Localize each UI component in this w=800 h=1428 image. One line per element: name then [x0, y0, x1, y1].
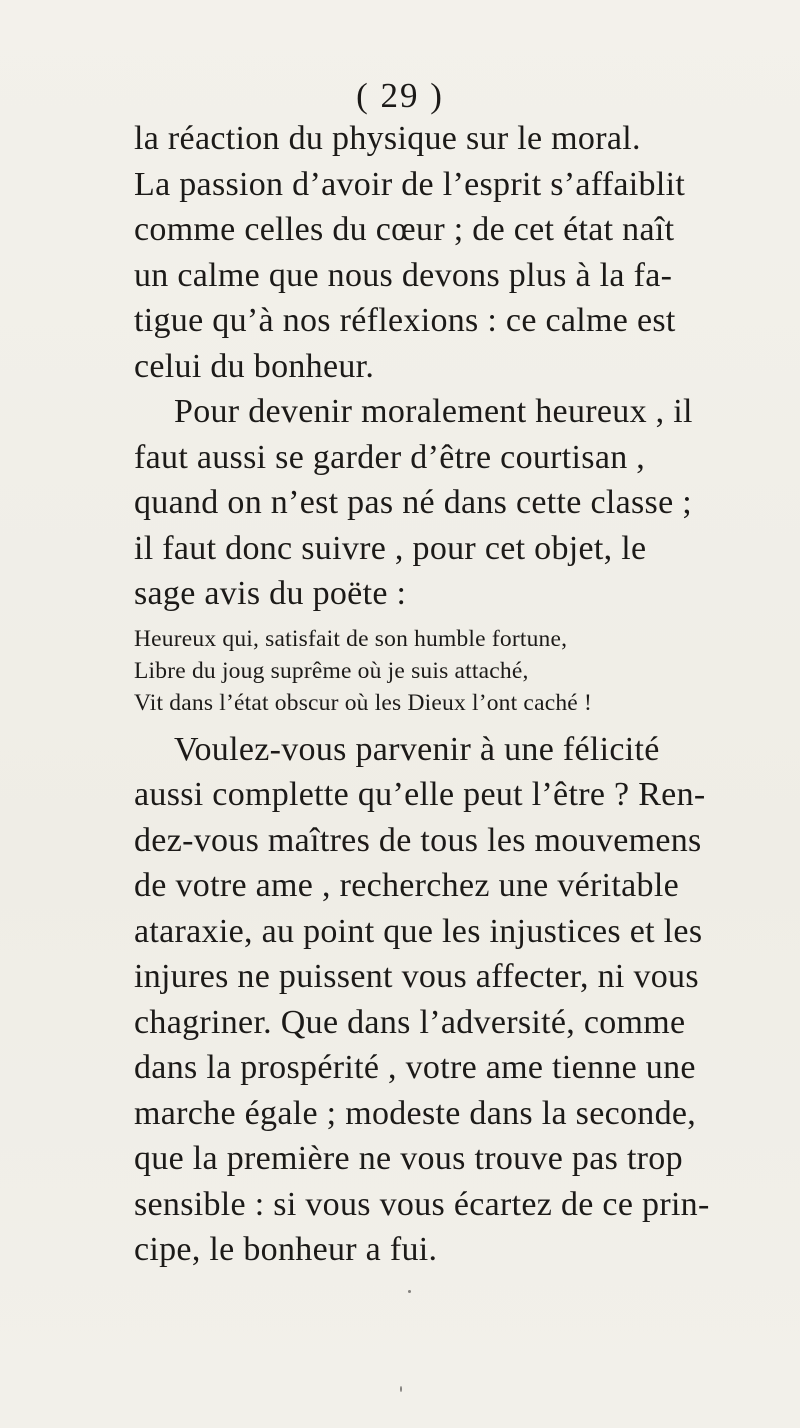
verse-line: Heureux qui, satisfait de son humble fortune, — [134, 625, 568, 652]
text-line: faut aussi se garder d’être courtisan , — [134, 438, 646, 476]
text-line: Pour devenir moralement heureux , il — [174, 393, 693, 430]
text-line: chagriner. Que dans l’adversité, comme — [134, 1003, 686, 1041]
text-line: dez-vous maîtres de tous les mouvemens — [134, 821, 702, 859]
text-line: injures ne puissent vous affecter, ni vous — [134, 958, 699, 995]
text-line: un calme que nous devons plus à la fa- — [134, 256, 673, 294]
text-line: marche égale ; modeste dans la seconde, — [134, 1094, 697, 1132]
text-line: de votre ame , recherchez une véritable — [134, 867, 679, 904]
text-line: sensible : si vous vous écartez de ce prin- — [134, 1185, 710, 1223]
text-line: cipe, le bonheur a fui. — [134, 1231, 438, 1268]
body-text — [134, 116, 724, 1273]
ink-speck — [408, 1290, 411, 1293]
text-line: aussi complette qu’elle peut l’être ? Ren- — [134, 776, 706, 813]
text-line: quand on n’est pas né dans cette classe ; — [134, 484, 693, 521]
text-line: la réaction du physique sur le moral. — [134, 120, 641, 157]
verse-line: Libre du joug suprême où je suis attaché, — [134, 657, 529, 684]
text-line: comme celles du cœur ; de cet état naît — [134, 211, 675, 248]
text-line: La passion d’avoir de l’esprit s’affaiblit — [134, 165, 686, 203]
verse-quote — [134, 623, 724, 719]
text-line: Voulez-vous parvenir à une félicité — [174, 730, 660, 768]
text-line: que la première ne vous trouve pas trop — [134, 1140, 683, 1177]
page-number: ( 29 ) — [356, 76, 444, 115]
text-line: dans la prospérité , votre ame tienne une — [134, 1049, 696, 1086]
verse-line: Vit dans l’état obscur où les Dieux l’ont caché ! — [134, 689, 593, 716]
text-line: tigue qu’à nos réflexions : ce calme est — [134, 302, 676, 339]
text-line: celui du bonheur. — [134, 347, 375, 385]
text-line: ataraxie, au point que les injustices et les — [134, 912, 703, 950]
paragraph-1 — [134, 116, 724, 389]
ink-speck — [400, 1386, 402, 1392]
paragraph-3 — [134, 727, 724, 1273]
text-line: sage avis du poëte : — [134, 575, 407, 612]
text-line: il faut donc suivre , pour cet objet, le — [134, 529, 647, 567]
paragraph-2 — [134, 389, 724, 617]
